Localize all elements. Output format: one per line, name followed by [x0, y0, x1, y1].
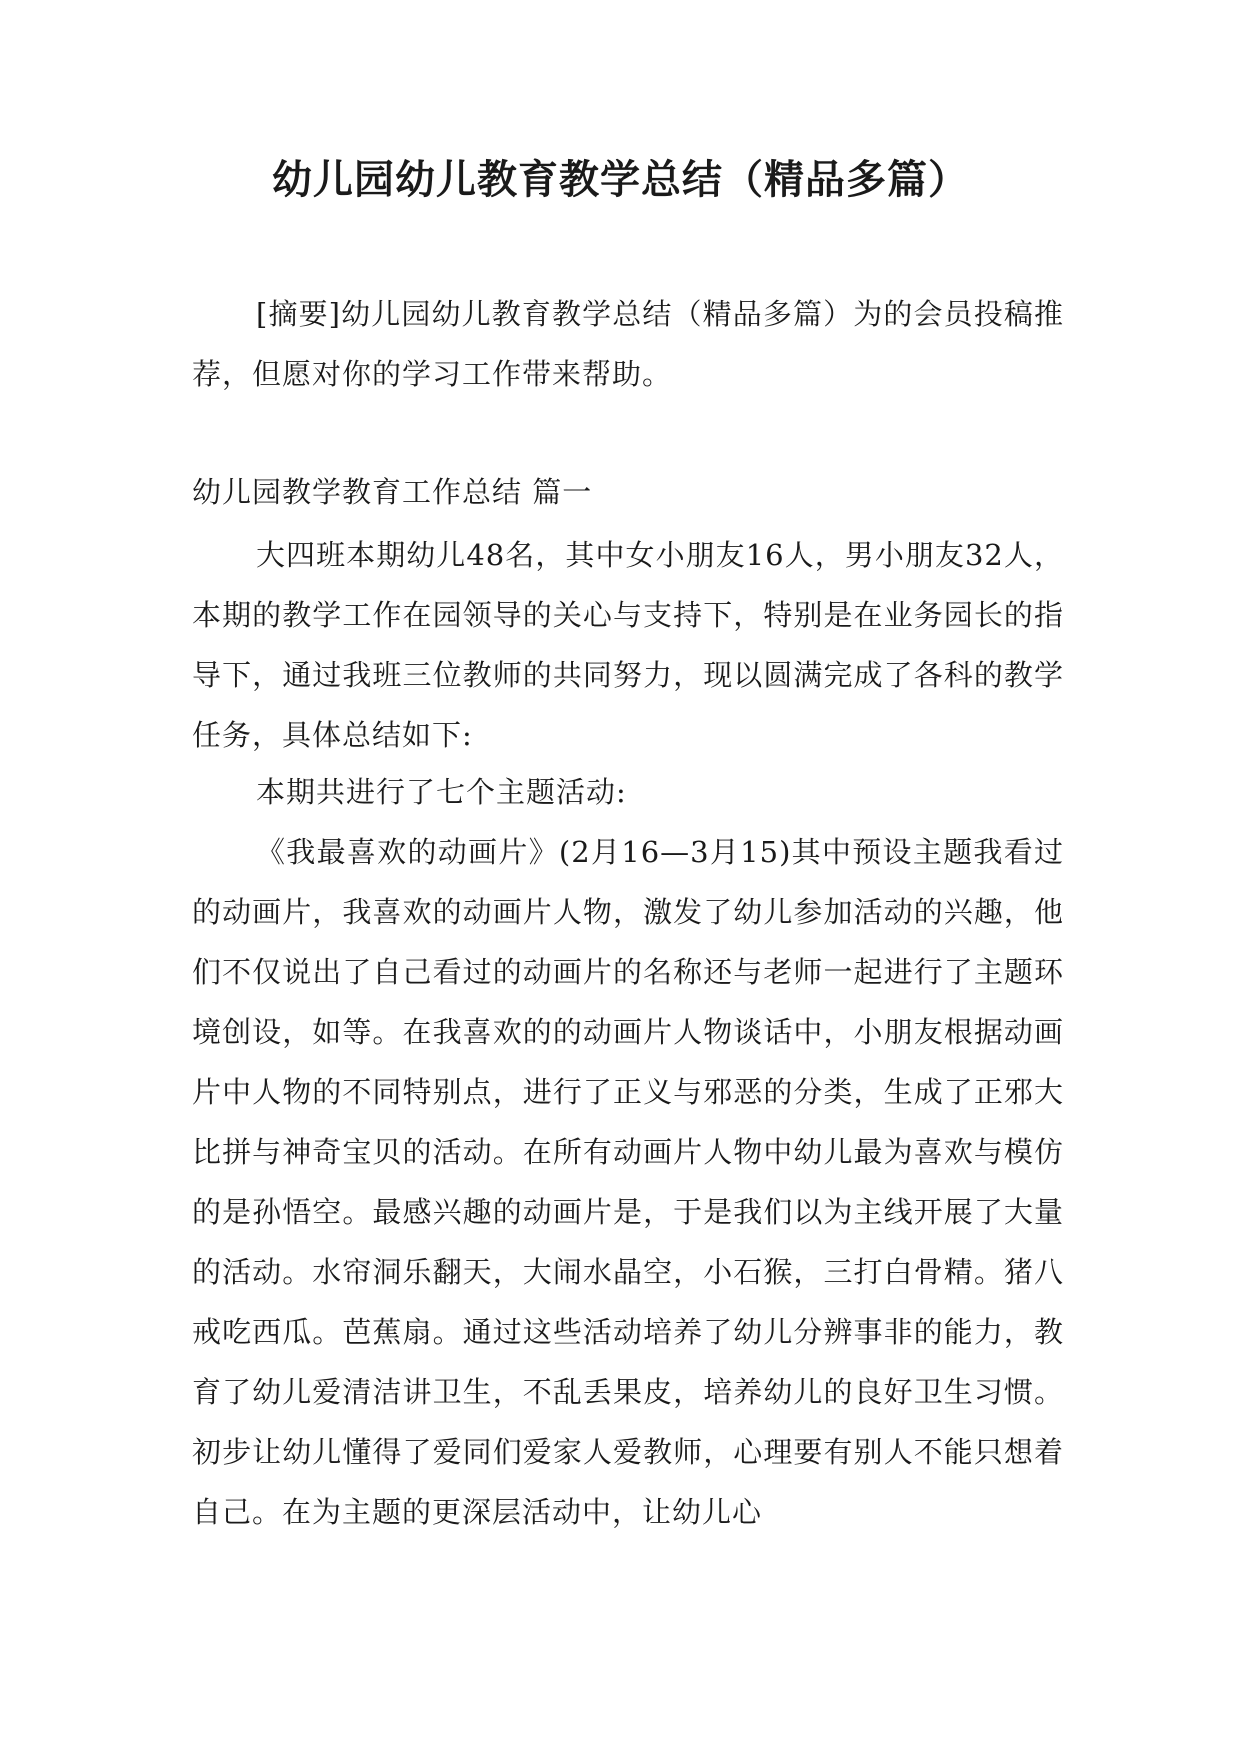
body-paragraph: 本期共进行了七个主题活动: [256, 775, 627, 809]
section-heading: 幼儿园教学教育工作总结 篇一 [192, 475, 593, 509]
document-title: 幼儿园幼儿教育教学总结（精品多篇） [272, 157, 969, 203]
body-paragraph: 《我最喜欢的动画片》(2月16—3月15)其中预设主题我看过的动画片，我喜欢的动画片人物，激发了幼儿参加活动的兴趣，他们不仅说出了自己看过的动画片的名称还与老师一起进行了主题环境创设，如等。在我喜欢的的动画片人物谈话中，小朋友根据动画片中人物的不同特别点，进行了正义与邪恶的分类，生成了正邪大比拼与神奇宝贝的活动。在所有动画片人物中幼儿最为喜欢与模仿的是孙悟空。最感兴趣的动画片是，于是我们以为主线开展了大量的活动。水帘洞乐翻天，大闹水晶空，小石猴，三打白骨精。猪八戒吃西瓜。芭蕉扇。通过这些活动培养了幼儿分辨事非的能力，教育了幼儿爱清洁讲卫生，不乱丢果皮，培养幼儿的良好卫生习惯。初步让幼儿懂得了爱同们爱家人爱教师，心理要有别人不能只想着自己。在为主题的更深层活动中，让幼儿心 [192, 835, 1064, 1529]
abstract-paragraph: [摘要]幼儿园幼儿教育教学总结（精品多篇）为的会员投稿推荐，但愿对你的学习工作带来帮助。 [192, 297, 1064, 391]
body-paragraph: 大四班本期幼儿48名，其中女小朋友16人，男小朋友32人，本期的教学工作在园领导的关心与支持下，特别是在业务园长的指导下，通过我班三位教师的共同努力，现以圆满完成了各科的教学任务，具体总结如下: [192, 538, 1064, 752]
